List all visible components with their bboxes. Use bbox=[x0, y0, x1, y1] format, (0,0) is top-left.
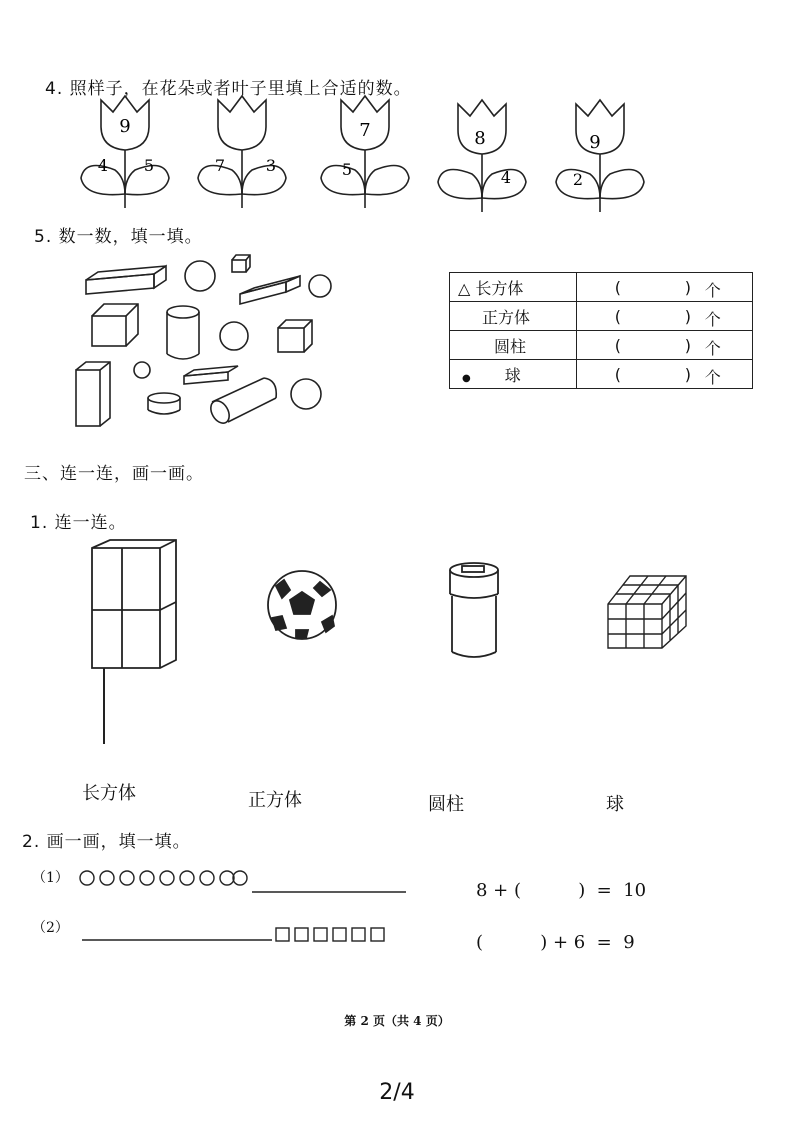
flower-1-left: 4 bbox=[97, 156, 109, 175]
table-row bbox=[450, 302, 753, 331]
objects-illustration bbox=[0, 530, 794, 760]
pager: 2/4 bbox=[379, 1080, 415, 1105]
answer-cell[interactable]: ( ) 个 bbox=[576, 302, 752, 331]
s3-q1-text: 连一连。 bbox=[54, 513, 127, 533]
row-label: 圆柱 bbox=[494, 336, 527, 356]
page-info: 第 2 页（共 4 页） bbox=[344, 1014, 450, 1028]
flower-1-right: 5 bbox=[143, 156, 155, 175]
cuboid-icon bbox=[86, 266, 166, 294]
q4-text: 照样子，在花朵或者叶子里填上合适的数。 bbox=[69, 79, 412, 99]
s3-q2-heading bbox=[22, 827, 191, 852]
rubiks-cube-icon bbox=[608, 576, 686, 648]
answer-cell[interactable]: ( ) 个 bbox=[576, 360, 752, 389]
sphere-icon bbox=[220, 322, 248, 350]
q5-text: 数一数，填一填。 bbox=[58, 227, 203, 247]
flower-4-right: 4 bbox=[500, 168, 512, 187]
flower-1 bbox=[81, 96, 169, 208]
table-row bbox=[450, 360, 753, 389]
label-cuboid: 长方体 bbox=[82, 783, 136, 804]
s3-q1-number: 1. bbox=[30, 513, 49, 533]
answer-cell[interactable]: ( ) 个 bbox=[576, 331, 752, 360]
row-label: 长方体 bbox=[475, 278, 524, 298]
dot-icon: ● bbox=[462, 372, 471, 384]
row2-label: （2） bbox=[32, 920, 69, 936]
count-table bbox=[449, 272, 753, 389]
flowers-illustration bbox=[0, 0, 794, 220]
soccer-ball-icon bbox=[268, 571, 336, 639]
squares-row bbox=[82, 924, 422, 954]
label-sphere: 球 bbox=[606, 794, 624, 815]
cylinder-icon bbox=[207, 378, 276, 426]
q5-number: 5. bbox=[34, 227, 53, 247]
flower-2 bbox=[198, 96, 286, 208]
row-label: 球 bbox=[504, 365, 521, 385]
row-label: 正方体 bbox=[482, 307, 531, 327]
jar-icon bbox=[450, 563, 498, 657]
flower-3-head: 7 bbox=[359, 120, 371, 141]
flower-3-left: 5 bbox=[341, 160, 353, 179]
sphere-icon bbox=[134, 362, 150, 378]
flower-2-right: 3 bbox=[265, 156, 277, 175]
cube-icon bbox=[92, 304, 138, 346]
flower-5 bbox=[556, 100, 644, 212]
cuboid-icon bbox=[184, 366, 238, 384]
sphere-icon bbox=[185, 261, 215, 291]
s3-q2-number: 2. bbox=[22, 832, 41, 852]
refrigerator-icon bbox=[92, 540, 176, 668]
flower-3 bbox=[321, 96, 409, 208]
triangle-icon: △ bbox=[458, 278, 471, 298]
row1-label: （1） bbox=[32, 870, 69, 886]
label-cylinder: 圆柱 bbox=[428, 794, 464, 815]
cube-icon bbox=[232, 255, 250, 272]
sphere-icon bbox=[309, 275, 331, 297]
section-3-title: 三、连一连，画一画。 bbox=[24, 464, 204, 484]
cube-icon bbox=[278, 320, 312, 352]
flower-2-left: 7 bbox=[214, 156, 226, 175]
cylinder-icon bbox=[167, 306, 199, 359]
flower-4 bbox=[438, 100, 526, 212]
solids-illustration bbox=[70, 248, 420, 438]
circles-row bbox=[78, 866, 418, 896]
cylinder-icon bbox=[148, 393, 180, 414]
q5-heading bbox=[34, 222, 203, 247]
flower-1-head: 9 bbox=[119, 116, 131, 137]
cuboid-icon bbox=[76, 362, 110, 426]
q4-number: 4. bbox=[45, 79, 64, 99]
label-cube: 正方体 bbox=[248, 790, 302, 811]
cuboid-icon bbox=[240, 276, 300, 304]
answer-cell[interactable]: ( ) 个 bbox=[576, 273, 752, 302]
flower-5-left: 2 bbox=[572, 170, 584, 189]
s3-q2-text: 画一画，填一填。 bbox=[46, 832, 191, 852]
table-row bbox=[450, 273, 753, 302]
equation-2[interactable]: ( ) + 6 = 9 bbox=[476, 932, 635, 953]
equation-1[interactable]: 8 + ( ) = 10 bbox=[476, 880, 647, 901]
table-row bbox=[450, 331, 753, 360]
sphere-icon bbox=[291, 379, 321, 409]
flower-5-head: 9 bbox=[589, 132, 601, 153]
flower-4-head: 8 bbox=[474, 128, 486, 149]
